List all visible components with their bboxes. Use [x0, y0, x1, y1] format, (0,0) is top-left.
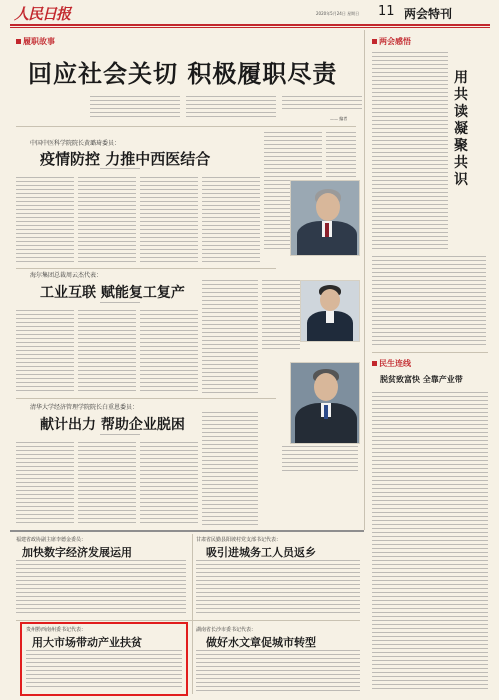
story2-rule — [16, 398, 276, 399]
story1-kicker: 中国中医科学院院长黄璐琦委员： — [30, 140, 121, 147]
masthead-rule — [10, 24, 490, 26]
tag-square-icon — [372, 39, 377, 44]
story2-byline — [100, 302, 140, 306]
tie-shape — [325, 223, 329, 237]
intro-byline: —— 编者 — [330, 116, 348, 121]
tag-square-icon — [372, 361, 377, 366]
story1-col1 — [16, 177, 74, 265]
story2-kicker: 海尔集团总裁周云杰代表： — [30, 272, 103, 279]
sidebar-headline2: 脱贫致富快 全靠产业带 — [380, 375, 463, 384]
bottom4-kicker: 湖南省长沙市委书记代表： — [196, 627, 257, 633]
portrait-photo-2 — [300, 280, 360, 342]
story1-rule — [16, 268, 276, 269]
story3-kicker: 清华大学经济管理学院院长白重恩委员： — [30, 404, 139, 411]
story1-byline — [100, 168, 140, 172]
masthead-rule-thin — [10, 27, 490, 28]
face-shape — [314, 373, 338, 401]
story2-col1 — [16, 310, 74, 394]
story3-col4 — [202, 412, 258, 526]
column-tag-label: 履职故事 — [23, 37, 55, 46]
story1-col4 — [202, 177, 260, 265]
face-shape — [316, 193, 340, 221]
bottom3-text — [26, 650, 182, 690]
shirt-shape — [326, 311, 334, 323]
story2-col2 — [78, 310, 136, 394]
story2-col4 — [202, 280, 258, 394]
story1-col2 — [78, 177, 136, 265]
sidebar-headline: 用共读凝聚共识 — [454, 70, 468, 188]
bottom1-text — [16, 560, 186, 616]
story2-title: 工业互联 赋能复工复产 — [40, 285, 185, 301]
sidebar-rule — [372, 352, 488, 353]
story2-col3 — [140, 310, 198, 394]
intro-text-3 — [282, 96, 362, 112]
bottom3-kicker: 贵州黔西南州委书记代表： — [26, 627, 87, 633]
story3-col3 — [140, 442, 198, 526]
sidebar-tag-label: 两会感悟 — [379, 37, 411, 46]
bottom1-kicker: 福建省政协副主席李德金委员： — [16, 537, 87, 543]
intro-text-2 — [186, 96, 276, 120]
story1-col3 — [140, 177, 198, 265]
column-tag-luzhi — [16, 36, 55, 47]
masthead-logo: 人民日报 — [14, 5, 71, 23]
intro-rule — [16, 126, 356, 127]
story3-col1 — [16, 442, 74, 526]
bottom2-kicker: 甘肃省民勤县阳坡村党支部书记代表： — [196, 537, 282, 543]
tag-square-icon — [16, 39, 21, 44]
bottom4-text — [196, 650, 360, 694]
story3-byline — [100, 434, 140, 438]
masthead-date: 2020年5月24日 星期日 — [316, 11, 360, 16]
tie-shape — [324, 405, 328, 419]
story3-title: 献计出力 帮助企业脱困 — [40, 417, 185, 433]
bottom1-title: 加快数字经济发展运用 — [22, 546, 132, 559]
bottom-divider — [192, 534, 193, 694]
sidebar-text-1 — [372, 52, 448, 252]
column-tag-minsheng — [372, 358, 411, 369]
bottom-mid-rule — [16, 620, 360, 621]
story2-col5 — [262, 280, 300, 350]
section-title: 两会特刊 — [404, 7, 453, 21]
story3-col2 — [78, 442, 136, 526]
bottom2-title: 吸引进城务工人员返乡 — [206, 546, 316, 559]
bottom-rule — [10, 530, 364, 532]
column-divider — [364, 30, 365, 530]
bottom3-title[interactable]: 用大市场带动产业扶贫 — [32, 636, 142, 649]
intro-text — [90, 96, 180, 120]
portrait-photo-1 — [290, 180, 360, 256]
photo-caption — [282, 446, 358, 474]
sidebar-tag2-label: 民生连线 — [379, 359, 411, 368]
column-tag-ganwu — [372, 36, 411, 47]
sidebar-text-2 — [372, 256, 486, 346]
main-headline: 回应社会关切 积极履职尽责 — [28, 60, 338, 88]
bottom4-title: 做好水文章促城市转型 — [206, 636, 316, 649]
portrait-photo-3 — [290, 362, 360, 444]
story1-title: 疫情防控 力推中西医结合 — [40, 150, 211, 168]
face-shape — [320, 289, 340, 311]
sidebar-text-3 — [372, 392, 488, 692]
bottom2-text — [196, 560, 360, 616]
page-number: 11 — [378, 4, 395, 19]
